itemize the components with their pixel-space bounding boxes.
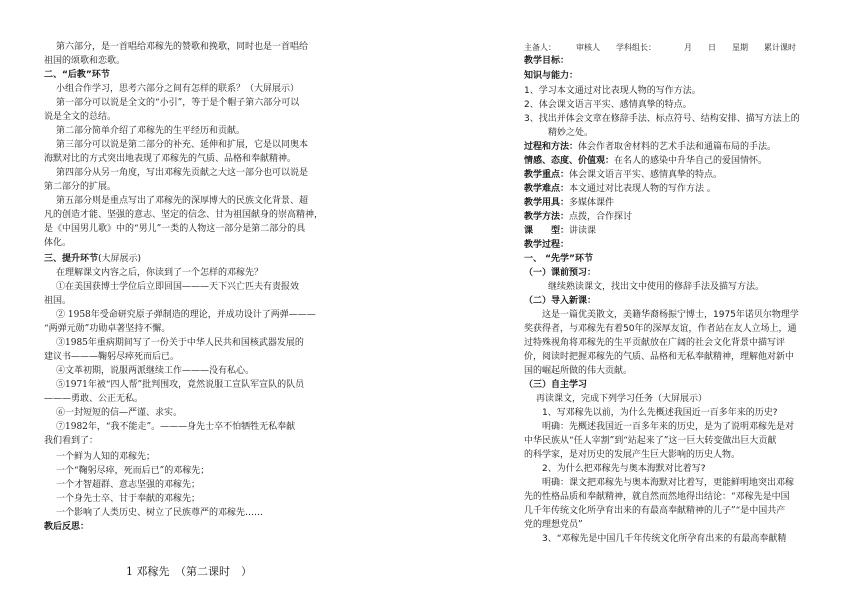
part5-text-cont3: 体化。 bbox=[44, 238, 72, 248]
intro-text: 这是一篇优美散文，美籍华裔杨振宁博士，1975年诺贝尔物理学 bbox=[542, 310, 799, 320]
header-info: 主备人： 审核人 学科组长： 月 日 星期 累计课时 bbox=[524, 43, 796, 52]
procedure-heading: 教学过程： bbox=[524, 240, 570, 250]
part6-text: 第六部分，是一首唱给邓稼先的赞歌和挽歌，同时也是一首唱给 bbox=[56, 42, 309, 52]
teaching-method: 教学方法：点拨，合作探讨 bbox=[524, 212, 633, 222]
reflection-heading: 教后反思： bbox=[44, 522, 90, 532]
list-item: ⑤1971年被“四人帮”批判围攻，竟然说服工宣队军宣队的队员 bbox=[56, 380, 305, 390]
answer-cont: 几千年传统文化所孕育出来的有最高奉献精神的儿子”“是中国共产 bbox=[524, 506, 786, 516]
question: 1、写邓稼先以前，为什么先概述我国近一百多年来的历史? bbox=[542, 408, 778, 418]
knowledge-heading: 知识与能力： bbox=[524, 71, 579, 81]
summary-line: 一个才智超群、意志坚强的邓稼先； bbox=[56, 480, 201, 490]
list-item-cont: “两弹元勋”功勋卓著坚持不懈。 bbox=[44, 324, 171, 334]
list-item-cont: 我们看到了： bbox=[44, 436, 99, 446]
list-item-cont: 祖国。 bbox=[44, 296, 72, 306]
intro-text-cont: 国的崛起所做的伟大贡献。 bbox=[524, 366, 633, 376]
answer: 明确：先概述我国近一百多年来的历史，是为了说明邓稼先是对 bbox=[542, 422, 795, 432]
self-study-heading: （三）自主学习 bbox=[524, 380, 588, 390]
answer-cont: 先的性格品质和奉献精神，就自然而然地得出结论：“邓稼先是中国 bbox=[524, 492, 790, 502]
knowledge-goal: 1、学习本文通过对比表现人物的写作方法。 bbox=[524, 86, 701, 96]
part1-text-cont: 说是全文的总结。 bbox=[44, 112, 117, 122]
list-item: ⑥一封短短的信—严谨、求实。 bbox=[56, 408, 183, 418]
preview-heading: （一）课前预习： bbox=[524, 268, 597, 278]
list-item-cont: 建议书———鞠躬尽瘁死而后已。 bbox=[44, 352, 180, 362]
part3-text: 第三部分可以说是第二部分的补充、延伸和扩展，它是以同奥本 bbox=[56, 140, 309, 150]
goals-heading: 教学目标： bbox=[524, 56, 570, 66]
part1-text: 第一部分可以说是全文的“小引”，等于是个帽子第六部分可以 bbox=[56, 98, 300, 108]
part5-text-cont2: 是《中国男儿歌》中的“男儿”一类的人物这一部分是第二部分的具 bbox=[44, 224, 306, 234]
part5-text-cont1: 凡的创造才能、坚强的意志、坚定的信念、甘为祖国献身的崇高精神， bbox=[44, 210, 324, 220]
part4-text: 第四部分从另一角度，写出邓稼先贡献之大这一部分也可以说是 bbox=[56, 168, 309, 178]
part6-text-cont: 祖国的颂歌和恋歌。 bbox=[44, 56, 126, 66]
list-item: ③1985年重病期间写了一份关于中华人民共和国核武器发展的 bbox=[56, 338, 304, 348]
answer-cont: 的科学家，是对历史的发展产生巨大影响的历史人物。 bbox=[524, 450, 741, 460]
summary-line: 一个“鞠躬尽瘁，死而后已”的邓稼先； bbox=[56, 466, 210, 476]
lesson-title: 1 邓稼先 （第二课时 ） bbox=[126, 565, 252, 578]
answer-cont: 中华民族从“任人宰割”到“站起来了”这一巨大转变做出巨大贡献 bbox=[524, 436, 777, 446]
summary-line: 一个鲜为人知的邓稼先； bbox=[56, 452, 156, 462]
part3-text-cont: 海默对比的方式突出地表现了邓稼先的气质、品格和奉献精神。 bbox=[44, 154, 297, 164]
section3-heading: 三、提升环节(大屏展示) bbox=[44, 254, 142, 264]
process-goal: 过程和方法：体会作者取舍材料的艺术手法和通篇布局的手法。 bbox=[524, 142, 777, 152]
self-study-text: 再读课文，完成下列学习任务（大屏展示） bbox=[536, 394, 708, 404]
preview-text: 继续熟读课文，找出文中使用的修辞手法及描写方法。 bbox=[548, 282, 765, 292]
part4-text-cont: 第二部分的扩展。 bbox=[44, 182, 117, 192]
list-item: ⑦1982年，“我不能走”。———身先士卒不怕牺牲无私奉献 bbox=[56, 422, 296, 432]
summary-line: 一个身先士卒、甘于奉献的邓稼先； bbox=[56, 494, 201, 504]
part5-text: 第五部分则是重点写出了邓稼先的深厚博大的民族文化背景、超 bbox=[56, 196, 309, 206]
list-item: ④文革初期，说服两派继续工作———没有私心。 bbox=[56, 366, 255, 376]
part2-text: 第二部分简单介绍了邓稼先的生平经历和贡献。 bbox=[56, 126, 246, 136]
teaching-tools: 教学用具：多媒体课件 bbox=[524, 198, 615, 208]
intro-text-cont: 价，阅读时把握邓稼先的气质、品格和无私奉献精神，理解他对新中 bbox=[524, 352, 795, 362]
intro-text-cont: 奖获得者，与邓稼先有着50年的深厚友谊，作者站在友人立场上，通 bbox=[524, 324, 797, 334]
lesson-type: 课 型：讲读课 bbox=[524, 226, 597, 236]
intro-text-cont: 过特殊视角将邓稼先的生平贡献放在广阔的社会文化背景中描写评 bbox=[524, 338, 786, 348]
list-item: ①在美国获博士学位后立即回国———天下兴亡匹夫有责报效 bbox=[56, 282, 300, 292]
group-task: 小组合作学习，思考六部分之间有怎样的联系？（大屏展示） bbox=[56, 84, 300, 94]
answer: 明确：课文把邓稼先与奥本海默对比着写，更能鲜明地突出邓稼 bbox=[542, 478, 795, 488]
knowledge-goal: 3、找出并体会文章在修辞手法、标点符号、结构安排、描写方法上的 bbox=[524, 114, 800, 124]
answer-cont: 党的理想党员” bbox=[524, 520, 583, 530]
knowledge-goal-cont: 精妙之处。 bbox=[548, 128, 594, 138]
question-intro: 在理解课文内容之后，你读到了一个怎样的邓稼先？ bbox=[56, 268, 264, 278]
emotion-goal: 情感、态度、价值观：在名人的感染中升华自己的爱国情怀。 bbox=[524, 156, 768, 166]
list-item: ② 1958年受命研究原子弹制造的理论，并成功设计了两弹——— bbox=[56, 310, 316, 320]
question: 2、为什么把邓稼先与奥本海默对比着写? bbox=[542, 464, 706, 474]
step1-heading: 一、 “先学”环节 bbox=[524, 254, 593, 264]
list-item-cont: ———勇敢、公正无私。 bbox=[44, 394, 144, 404]
intro-heading: （二）导入新课： bbox=[524, 296, 597, 306]
summary-line: 一个影响了人类历史、树立了民族尊严的邓稼先…… bbox=[56, 508, 264, 518]
question: 3、“邓稼先是中国几千年传统文化所孕育出来的有最高奉献精 bbox=[542, 534, 787, 544]
teaching-key: 教学重点：体会课文语言平实、感情真挚的特点。 bbox=[524, 170, 723, 180]
teaching-difficulty: 教学难点：本文通过对比表现人物的写作方法 。 bbox=[524, 184, 716, 194]
knowledge-goal: 2、体会课文语言平实、感情真挚的特点。 bbox=[524, 100, 692, 110]
section2-heading: 二、“后教”环节 bbox=[44, 70, 110, 80]
